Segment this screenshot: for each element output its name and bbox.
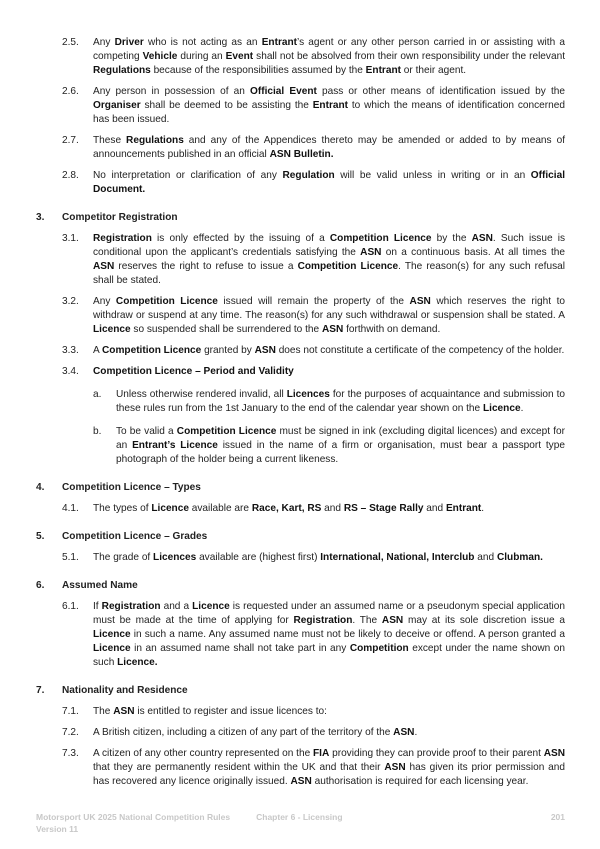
- clause-text: [116, 425, 565, 467]
- defined-term: Official Event: [250, 86, 317, 97]
- sub-clause: [0, 425, 600, 467]
- defined-term: Official Document.: [93, 170, 565, 195]
- text-run: Unless otherwise rendered invalid, all: [116, 389, 287, 400]
- text-run: granted by: [201, 345, 255, 356]
- defined-term: ASN: [409, 296, 431, 307]
- text-run: . The: [352, 615, 382, 626]
- clause: [0, 600, 600, 670]
- clause-number: 4.: [36, 482, 45, 493]
- clause-number: 3.: [36, 212, 45, 223]
- text-run: or their agent.: [401, 65, 467, 76]
- footer-chapter: Chapter 6 - Licensing: [256, 812, 343, 822]
- defined-term: Race, Kart, RS: [251, 503, 322, 514]
- defined-term: ASN: [543, 748, 565, 759]
- clause-number: 7.3.: [62, 748, 79, 759]
- clause-text: [93, 551, 565, 565]
- text-run: . The reason(s) for any such refusal shall be stated.: [93, 261, 565, 286]
- text-run: These: [93, 135, 127, 146]
- clause-text: [93, 502, 565, 516]
- text-run: Nationality and Residence: [62, 685, 188, 696]
- section-heading: [0, 579, 600, 593]
- text-run: Any: [93, 296, 116, 307]
- text-run: forthwith on demand.: [343, 324, 441, 335]
- text-run: is entitled to register and issue licences to:: [134, 706, 327, 717]
- clause-number: 3.1.: [62, 233, 79, 244]
- clause-text: [93, 726, 565, 740]
- text-run: authorisation is required for each licensing year.: [311, 776, 529, 787]
- defined-term: Competition: [349, 643, 409, 654]
- defined-term: Entrant’s Licence: [132, 440, 218, 451]
- text-run: must be signed in ink (excluding digital licences) and except for an: [116, 426, 565, 451]
- text-run: reserves the right to refuse to issue a: [114, 261, 298, 272]
- clause-text: [62, 579, 562, 593]
- clause-number: 4.1.: [62, 503, 79, 514]
- defined-term: Event: [225, 51, 254, 62]
- clause-text: [93, 85, 565, 127]
- defined-term: Licences: [153, 552, 197, 563]
- text-run: that they are permanently resident within the UK and that their: [93, 762, 385, 773]
- clause-number: 3.3.: [62, 345, 79, 356]
- defined-term: Licence.: [117, 657, 158, 668]
- defined-term: Organiser: [93, 100, 141, 111]
- clause-number: 7.2.: [62, 727, 79, 738]
- footer-left: [36, 811, 230, 835]
- text-run: has given its prior permission and has recovered any licence originally issued.: [93, 762, 565, 787]
- text-run: Any person in possession of an: [93, 86, 251, 97]
- clause-text: [62, 684, 562, 698]
- clause: [0, 85, 600, 127]
- text-run: which reserves the right to withdraw or suspend at any time. The reason(s) for any such withdrawal or suspension shall be stated. A: [93, 296, 565, 321]
- text-run: by the: [431, 233, 472, 244]
- text-run: will be valid unless in writing or in an: [334, 170, 531, 181]
- defined-term: Regulations: [93, 65, 151, 76]
- clause: [0, 502, 600, 516]
- defined-term: Licence: [93, 629, 131, 640]
- defined-term: Competition Licence: [115, 296, 218, 307]
- text-run: who is not acting as an: [143, 37, 262, 48]
- text-run: so suspended shall be surrendered to the: [130, 324, 322, 335]
- defined-term: Licence: [93, 643, 131, 654]
- clause-number: 7.1.: [62, 706, 79, 717]
- text-run: A: [93, 345, 102, 356]
- clause-number: 5.1.: [62, 552, 79, 563]
- text-run: and: [474, 552, 497, 563]
- clause-text: [62, 211, 562, 225]
- text-run: If: [93, 601, 102, 612]
- clause-text: [93, 36, 565, 78]
- text-run: shall be deemed to be assisting the: [140, 100, 313, 111]
- defined-term: Licences: [286, 389, 330, 400]
- text-run: issued in the name of a firm or organisation, must bear a passport type photograph of the holder being a current likeness.: [116, 440, 565, 465]
- text-run: in such a name. Any assumed name must not be likely to deceive or offend. A person granted a: [130, 629, 565, 640]
- defined-term: Competition Licence: [176, 426, 277, 437]
- text-run: providing they can provide proof to their parent: [329, 748, 544, 759]
- text-run: Assumed Name: [62, 580, 138, 591]
- section-heading: [0, 684, 600, 698]
- text-run: Competitor Registration: [62, 212, 178, 223]
- text-run: except under the name shown on such: [93, 643, 565, 668]
- clause-number: 2.6.: [62, 86, 79, 97]
- clause-number: 7.: [36, 685, 45, 696]
- clause: [0, 295, 600, 337]
- clause: [0, 169, 600, 197]
- text-run: and: [321, 503, 344, 514]
- defined-term: Vehicle: [142, 51, 178, 62]
- defined-term: Registration: [293, 615, 353, 626]
- document-body: [0, 36, 600, 789]
- defined-term: Entrant: [261, 37, 298, 48]
- text-run: Any: [93, 37, 115, 48]
- text-run: Competition Licence – Grades: [62, 531, 208, 542]
- text-run: and: [423, 503, 446, 514]
- footer-version: Version 11: [36, 824, 79, 834]
- defined-term: Regulations: [126, 135, 184, 146]
- clause-text: [93, 365, 565, 379]
- text-run: The types of: [93, 503, 152, 514]
- text-run: .: [520, 403, 524, 414]
- text-run: A British citizen, including a citizen of any part of the territory of the: [93, 727, 394, 738]
- clause: [0, 551, 600, 565]
- text-run: during an: [177, 51, 226, 62]
- clause: [0, 365, 600, 379]
- clause-text: [93, 747, 565, 789]
- text-run: . Such issue is conditional upon the applicant’s credentials satisfying the: [93, 233, 565, 258]
- clause: [0, 134, 600, 162]
- clause-number: 3.4.: [62, 366, 79, 377]
- defined-term: ASN: [93, 261, 115, 272]
- clause-number: 2.5.: [62, 37, 79, 48]
- defined-term: Clubman.: [496, 552, 543, 563]
- clause: [0, 344, 600, 358]
- footer-title: Motorsport UK 2025 National Competition Rules: [36, 812, 231, 822]
- section-heading: [0, 211, 600, 225]
- defined-term: Entrant: [312, 100, 349, 111]
- text-run: is only effected by the issuing of a: [151, 233, 330, 244]
- defined-term: Licence: [482, 403, 521, 414]
- text-run: The: [93, 706, 114, 717]
- text-run: pass or other means of identification issued by the: [316, 86, 565, 97]
- text-run: is requested under an assumed name or a pseudonym special application must be made at the time of applying for: [93, 601, 566, 626]
- clause-number: 5.: [36, 531, 45, 542]
- sub-clause: [0, 388, 600, 416]
- clause-text: [93, 705, 565, 719]
- defined-term: Driver: [114, 37, 144, 48]
- defined-term: Competition Licence: [297, 261, 399, 272]
- text-run: on a continuous basis. At all times the: [381, 247, 565, 258]
- defined-term: International, National, Interclub: [320, 552, 475, 563]
- text-run: available are (highest first): [196, 552, 321, 563]
- text-run: and a: [160, 601, 193, 612]
- defined-term: ASN Bulletin.: [269, 149, 334, 160]
- defined-term: Competition Licence – Period and Validity: [93, 366, 294, 377]
- text-run: because of the responsibilities assumed by the: [150, 65, 366, 76]
- clause-number: 2.8.: [62, 170, 79, 181]
- clause-number: a.: [93, 389, 102, 400]
- defined-term: ASN: [471, 233, 493, 244]
- clause-text: [93, 344, 565, 358]
- text-run: No interpretation or clarification of any: [93, 170, 283, 181]
- text-run: and any of the Appendices thereto may be amended or added to by means of announcements published in an official: [93, 135, 565, 160]
- defined-term: Competition Licence: [329, 233, 432, 244]
- text-run: .: [481, 503, 485, 514]
- defined-term: RS – Stage Rally: [343, 503, 424, 514]
- defined-term: FIA: [313, 748, 330, 759]
- text-run: for the purposes of acquaintance and submission to these rules run from the 1st January to the end of the calendar year shown on the: [116, 389, 565, 414]
- section-heading: [0, 530, 600, 544]
- text-run: Competition Licence – Types: [62, 482, 201, 493]
- defined-term: Entrant: [365, 65, 401, 76]
- text-run: issued will remain the property of the: [217, 296, 410, 307]
- text-run: .: [414, 727, 418, 738]
- defined-term: Competition Licence: [101, 345, 202, 356]
- defined-term: Entrant: [445, 503, 482, 514]
- defined-term: Licence: [151, 503, 189, 514]
- text-run: does not constitute a certificate of the competency of the holder.: [275, 345, 565, 356]
- defined-term: ASN: [393, 727, 415, 738]
- clause-text: [116, 388, 565, 416]
- clause-number: 6.: [36, 580, 45, 591]
- defined-term: Licence: [192, 601, 230, 612]
- text-run: A citizen of any other country represented on the: [93, 748, 314, 759]
- page-number: 201: [550, 812, 565, 822]
- clause-number: 6.1.: [62, 601, 79, 612]
- text-run: may at its sole discretion issue a: [403, 615, 565, 626]
- page-footer: [36, 811, 565, 835]
- clause-number: b.: [93, 426, 102, 437]
- defined-term: ASN: [321, 324, 344, 335]
- clause-text: [93, 600, 565, 670]
- clause: [0, 726, 600, 740]
- clause-text: [62, 530, 562, 544]
- text-run: shall not be absolved from their own responsibility under the relevant: [253, 51, 566, 62]
- defined-term: ASN: [113, 706, 135, 717]
- clause-text: [93, 169, 565, 197]
- defined-term: ASN: [360, 247, 382, 258]
- text-run: to which the means of identification concerned has been issued.: [93, 100, 565, 125]
- clause-number: 3.2.: [62, 296, 79, 307]
- text-run: The grade of: [93, 552, 154, 563]
- clause: [0, 232, 600, 288]
- section-heading: [0, 481, 600, 495]
- clause: [0, 36, 600, 78]
- defined-term: Registration: [101, 601, 161, 612]
- defined-term: ASN: [290, 776, 312, 787]
- defined-term: ASN: [254, 345, 276, 356]
- clause: [0, 705, 600, 719]
- clause-number: 2.7.: [62, 135, 79, 146]
- text-run: ’s agent or any other person carried in or assisting with a competing: [93, 37, 565, 62]
- clause: [0, 747, 600, 789]
- clause-text: [93, 134, 565, 162]
- defined-term: ASN: [384, 762, 406, 773]
- clause-text: [93, 295, 565, 337]
- clause-text: [93, 232, 565, 288]
- text-run: available are: [188, 503, 252, 514]
- text-run: To be valid a: [116, 426, 177, 437]
- defined-term: Regulation: [282, 170, 335, 181]
- defined-term: Registration: [93, 233, 152, 244]
- defined-term: ASN: [381, 615, 404, 626]
- clause-text: [62, 481, 562, 495]
- text-run: in an assumed name shall not take part in any: [130, 643, 350, 654]
- defined-term: Licence: [93, 324, 131, 335]
